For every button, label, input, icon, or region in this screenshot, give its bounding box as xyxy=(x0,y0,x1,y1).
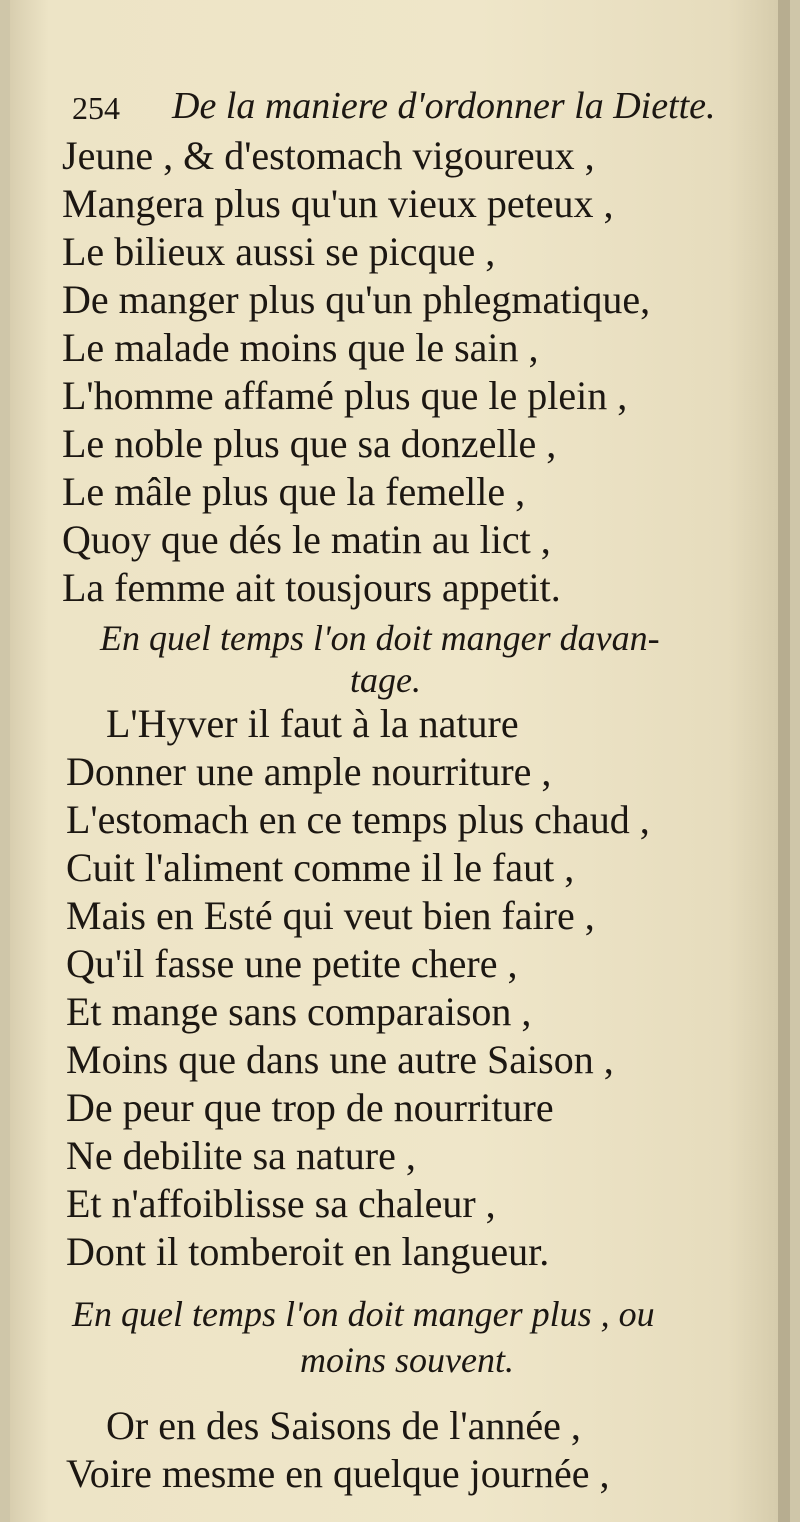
verse-line: La femme ait tousjours appetit. xyxy=(62,565,561,610)
verse-line: L'estomach en ce temps plus chaud , xyxy=(66,797,650,842)
verse-line: Qu'il fasse une petite chere , xyxy=(66,941,518,986)
running-title: De la maniere d'ordonner la Diette. xyxy=(172,85,716,127)
verse-line: Jeune , & d'estomach vigoureux , xyxy=(62,133,595,178)
verse-line: Mais en Esté qui veut bien faire , xyxy=(66,893,595,938)
verse-line: Le mâle plus que la femelle , xyxy=(62,469,526,514)
verse-line: Cuit l'aliment comme il le faut , xyxy=(66,845,575,890)
verse-line: De manger plus qu'un phlegmatique, xyxy=(62,277,651,322)
section-heading-continuation: moins souvent. xyxy=(300,1340,514,1380)
verse-line: L'Hyver il faut à la nature xyxy=(106,701,519,746)
page-header xyxy=(72,84,772,132)
verse-line: Voire mesme en quelque journée , xyxy=(66,1451,610,1496)
book-page xyxy=(10,0,790,1522)
section-heading: En quel temps l'on doit manger davan- xyxy=(100,618,660,658)
verse-line: Quoy que dés le matin au lict , xyxy=(62,517,551,562)
facing-page-edge xyxy=(778,0,790,1522)
verse-line: Et n'affoiblisse sa chaleur , xyxy=(66,1181,496,1226)
section-heading-continuation: tage. xyxy=(350,660,421,700)
verse-line: Moins que dans une autre Saison , xyxy=(66,1037,614,1082)
section-heading: En quel temps l'on doit manger plus , ou xyxy=(72,1294,655,1334)
page-number: 254 xyxy=(72,90,120,126)
verse-line: Mangera plus qu'un vieux peteux , xyxy=(62,181,614,226)
verse-line: Donner une ample nourriture , xyxy=(66,749,552,794)
verse-line: Le bilieux aussi se picque , xyxy=(62,229,496,274)
verse-line: Dont il tomberoit en langueur. xyxy=(66,1229,550,1274)
verse-line: Ne debilite sa nature , xyxy=(66,1133,416,1178)
verse-line: L'homme affamé plus que le plein , xyxy=(62,373,628,418)
verse-line: Et mange sans comparaison , xyxy=(66,989,532,1034)
verse-line: Le malade moins que le sain , xyxy=(62,325,539,370)
verse-line: Or en des Saisons de l'année , xyxy=(106,1403,581,1448)
verse-line: Le noble plus que sa donzelle , xyxy=(62,421,557,466)
verse-line: De peur que trop de nourriture xyxy=(66,1085,554,1130)
